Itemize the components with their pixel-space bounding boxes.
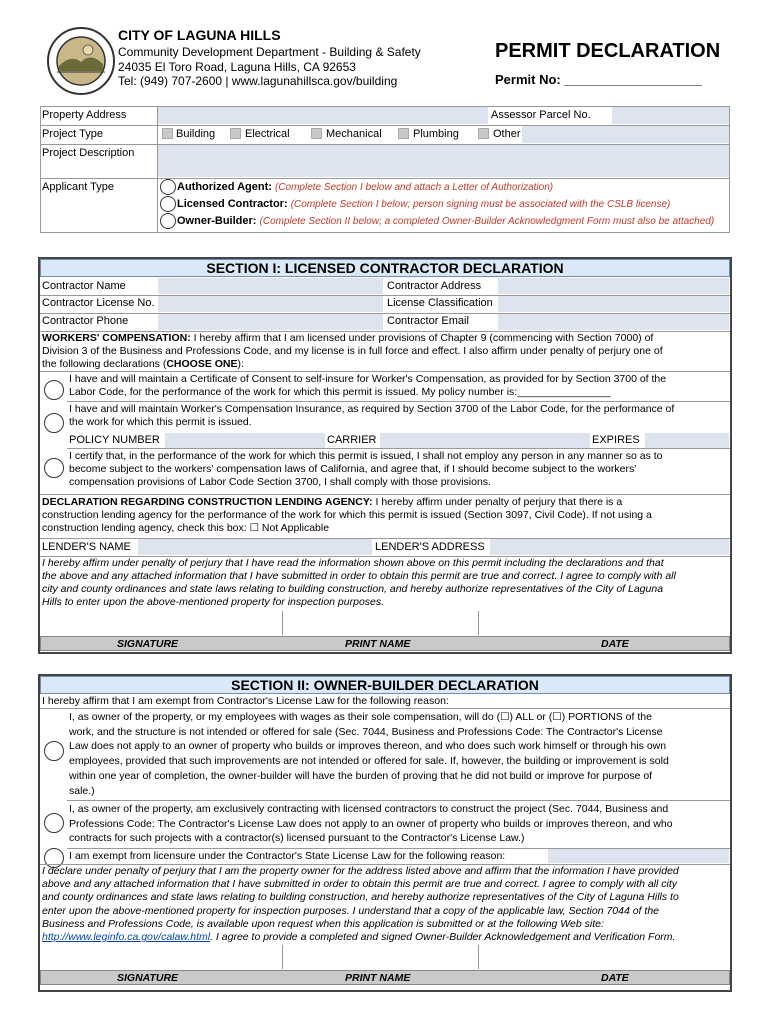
leginfo-link[interactable]: http://www.leginfo.ca.gov/calaw.html [42, 931, 211, 944]
owner-option-3-text: I am exempt from licensure under the Contractor's State License Law for the following reason: [69, 850, 506, 862]
owner-declaration: I declare under penalty of perjury that I am the property owner for the address listed above and affirm that the information I have provided above and any attached information that I have submitted in order to obtain this permit are true and correct. I agree to comply with all city and county ordinances and state laws relating to building construction, and hereby authorize representatives of the City of Laguna Hills to enter upon the above-mentioned property for inspection purposes. I understand that a copy of the applicable law, Section 7044 of the Business and Professions Code, is available upon request when this application is submitted or at the following Web site: http://www.leginfo.ca.gov/calaw.html. I agree to provide a completed and signed Owner-Builder Acknowledgement and Verification Form. [42, 865, 679, 944]
wc-option-3-radio[interactable] [44, 458, 64, 478]
wc-option-2-text: I have and will maintain Worker's Compensation Insurance, as required by Section 3700 of the Labor Code, for the performance of the work for which this permit is issued. [69, 403, 675, 428]
lender-address-field[interactable] [490, 539, 729, 555]
applicant-contractor-radio[interactable] [160, 196, 176, 212]
contractor-name-label: Contractor Name [42, 280, 126, 292]
type-electrical-label: Electrical [245, 128, 290, 140]
property-address-field[interactable] [158, 107, 488, 124]
type-plumbing-checkbox[interactable] [398, 128, 409, 139]
type-electrical-checkbox[interactable] [230, 128, 241, 139]
type-mechanical-label: Mechanical [326, 128, 382, 140]
contractor-address-field[interactable] [498, 278, 729, 294]
contractor-email-field[interactable] [498, 314, 729, 330]
owner-exempt-reason-field[interactable] [548, 849, 729, 863]
assessor-parcel-field[interactable] [612, 107, 729, 124]
contractor-phone-label: Contractor Phone [42, 315, 129, 327]
policy-number-label: POLICY NUMBER [69, 434, 160, 446]
wc-option-1-radio[interactable] [44, 380, 64, 400]
carrier-field[interactable] [380, 433, 590, 448]
section-1-signature-bar: SIGNATURE PRINT NAME DATE [40, 636, 730, 651]
owner-option-2-radio[interactable] [44, 813, 64, 833]
workers-comp-text: WORKERS' COMPENSATION: I hereby affirm that I am licensed under provisions of Chapter 9 (commencing with Section 7000) of Division 3 of the Business and Professions Code, and my license is in full force and effect. I also affirm under penalty of perjury one of the following declarations (CHOOSE ONE): [42, 332, 663, 370]
type-plumbing-label: Plumbing [413, 128, 459, 140]
section-2-signature-field[interactable] [41, 945, 729, 969]
type-other-field[interactable] [522, 126, 729, 143]
license-class-field[interactable] [498, 296, 729, 312]
lending-agency-text: DECLARATION REGARDING CONSTRUCTION LENDING AGENCY: I hereby affirm under penalty of perjury that there is a construction lending agency for the performance of the work for which this permit is issued (Section 3097, Civil Code). If not using a construction lending agency, check this box: ☐ Not Applicable [42, 496, 652, 534]
section-1-affirmation: I hereby affirm under penalty of perjury that I have read the information shown above on this permit including the declarations and that the above and any attached information that I have submitted in order to obtain this permit are true and correct. I agree to comply with all city and county ordinances and state laws relating to building construction, and hereby authorize representatives of the City of Laguna Hills to enter upon the above-mentioned property for inspection purposes. [42, 557, 676, 608]
applicant-type-label: Applicant Type [42, 181, 114, 193]
owner-exempt-intro: I hereby affirm that I am exempt from Contractor's License Law for the following reason: [42, 695, 449, 707]
policy-number-field[interactable] [165, 433, 325, 448]
lender-address-label: LENDER'S ADDRESS [375, 541, 485, 553]
wc-option-1-text: I have and will maintain a Certificate of Consent to self-insure for Worker's Compensation, as provided for by Section 3700 of the Labor Code, for the performance of the work for which this permit is issued. My policy number is:________________ [69, 373, 667, 398]
type-mechanical-checkbox[interactable] [311, 128, 322, 139]
contractor-phone-field[interactable] [158, 314, 383, 330]
type-other-checkbox[interactable] [478, 128, 489, 139]
applicant-owner: Owner-Builder: (Complete Section II below; a completed Owner-Builder Acknowledgment Form must also be attached) [177, 215, 715, 227]
city-name: CITY OF LAGUNA HILLS [118, 27, 281, 43]
property-address-label: Property Address [42, 109, 127, 121]
applicant-agent: Authorized Agent: (Complete Section I below and attach a Letter of Authorization) [177, 181, 554, 193]
license-no-field[interactable] [158, 296, 383, 312]
contractor-name-field[interactable] [158, 278, 383, 294]
contractor-address-label: Contractor Address [387, 280, 482, 292]
section-2-title: SECTION II: OWNER-BUILDER DECLARATION [40, 676, 730, 694]
license-no-label: Contractor License No. [42, 297, 155, 309]
section-2-signature-bar: SIGNATURE PRINT NAME DATE [40, 970, 730, 985]
city-seal [46, 26, 116, 96]
owner-option-2-text: I, as owner of the property, am exclusively contracting with licensed contractors to construct the project (Sec. 7044, Business and Professions Code: The Contractor's License Law does not apply to an owner of property who builds or improves thereon, and who contracts for such projects with a contractor(s) licensed pursuant to the Contractor's License Law.) [69, 803, 673, 845]
applicant-agent-radio[interactable] [160, 179, 176, 195]
section-1-title: SECTION I: LICENSED CONTRACTOR DECLARATION [40, 259, 730, 277]
project-description-field[interactable] [158, 145, 729, 177]
carrier-label: CARRIER [327, 434, 377, 446]
department: Community Development Department - Building & Safety [118, 45, 421, 59]
applicant-owner-radio[interactable] [160, 213, 176, 229]
owner-option-1-text: I, as owner of the property, or my employees with wages as their sole compensation, will do (☐) ALL or (☐) PORTIONS of the work, and the structure is not intended or offered for sale (Sec. 7044, Business and Professions Code: The Contractor's License Law does not apply to an owner of property who builds or improves thereon, and who does such work himself or through his own employees, provided that such improvements are not intended or offered for sale. If, however, the building or improvement is sold within one year of completion, the owner-builder will have the burden of proving that he did not build or improve for purpose of sale.) [69, 711, 669, 797]
city-contact: Tel: (949) 707-2600 | www.lagunahillsca.gov/building [118, 74, 398, 88]
type-building-checkbox[interactable] [162, 128, 173, 139]
project-description-label: Project Description [42, 147, 135, 159]
license-class-label: License Classification [387, 297, 493, 309]
city-address: 24035 El Toro Road, Laguna Hills, CA 92653 [118, 60, 356, 74]
wc-option-2-radio[interactable] [44, 413, 64, 433]
lender-name-label: LENDER'S NAME [42, 541, 131, 553]
contractor-email-label: Contractor Email [387, 315, 469, 327]
owner-option-1-radio[interactable] [44, 741, 64, 761]
assessor-parcel-label: Assessor Parcel No. [491, 109, 591, 121]
type-other-label: Other [493, 128, 521, 140]
document-title: PERMIT DECLARATION [495, 40, 721, 62]
permit-number[interactable]: Permit No: ___________________ [495, 72, 702, 87]
applicant-contractor: Licensed Contractor: (Complete Section I below; person signing must be associated with the CSLB license) [177, 198, 671, 210]
type-building-label: Building [176, 128, 216, 140]
project-type-label: Project Type [42, 128, 103, 140]
lender-name-field[interactable] [138, 539, 372, 555]
section-1-signature-field[interactable] [41, 611, 729, 635]
expires-label: EXPIRES [592, 434, 640, 446]
expires-field[interactable] [645, 433, 729, 448]
wc-option-3-text: I certify that, in the performance of the work for which this permit is issued, I shall not employ any person in any manner so as to become subject to the workers' compensation laws of California, and agree that, if I should become subject to the workers' compensation provisions of Labor Code Section 3700, I shall comply with those provisions. [69, 450, 663, 488]
